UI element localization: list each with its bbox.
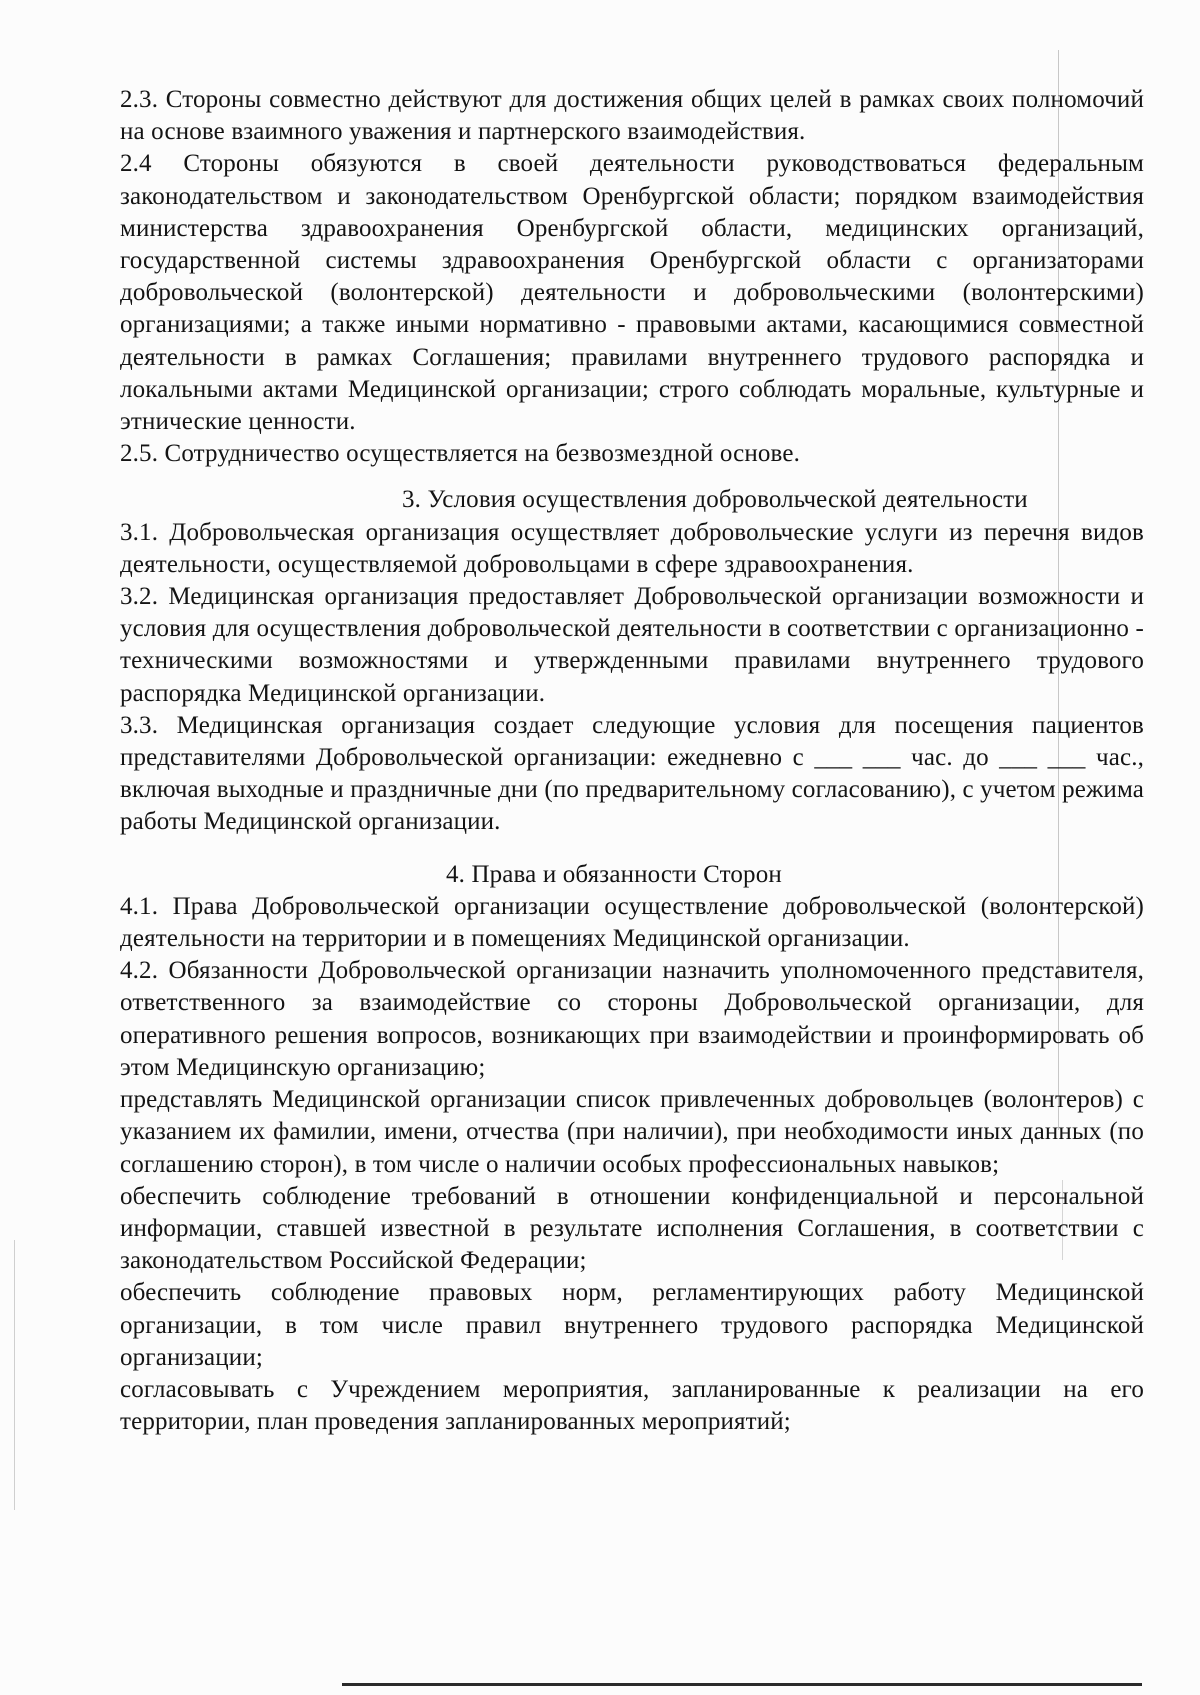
- section-4-heading: 4. Права и обязанности Сторон: [446, 860, 782, 888]
- section-3-heading: 3. Условия осуществления добровольческой деятельности: [402, 486, 1028, 514]
- scan-edge-mark: [14, 1240, 15, 1510]
- document-body: [120, 84, 1144, 1438]
- clause-2-3: 2.3. Стороны совместно действуют для достижения общих целей в рамках своих полномочий на основе взаимного уважения и партнерского взаимодействия.: [120, 86, 1144, 146]
- page-bottom-rule: [342, 1683, 1142, 1686]
- clause-3-2: 3.2. Медицинская организация предоставляет Добровольческой организации возможности и условия для осуществления добровольческой деятельности в соответствии с организационно - техническими возможностями и утвержденными правилами внутреннего трудового распорядка Медицинской организации.: [120, 583, 1144, 707]
- clause-2-5: 2.5. Сотрудничество осуществляется на безвозмездной основе.: [120, 440, 800, 468]
- clause-3-1: 3.1. Добровольческая организация осуществляет добровольческие услуги из перечня видов деятельности, осуществляемой добровольцами в сфере здравоохранения.: [120, 518, 1144, 578]
- clause-4-2: 4.2. Обязанности Добровольческой организации назначить уполномоченного представителя, ответственного за взаимодействие со стороны Добровольческой организации, для оперативного решения вопросов, возникающих при взаимодействии и проинформировать об этом Медицинскую организацию;: [120, 957, 1144, 1081]
- clause-4-2-list-item: обеспечить соблюдение требований в отношении конфиденциальной и персональной информации, ставшей известной в результате исполнения Соглашения, в соответствии с законодательством Российской Федерации;: [120, 1182, 1144, 1275]
- clause-3-3: 3.3. Медицинская организация создает следующие условия для посещения пациентов представителями Добровольческой организации: ежедневно с ___ ___ час. до ___ ___ час., включая выходные и праздничные дни (по предварительному согласованию), с учетом режима работы Медицинской организации.: [120, 711, 1144, 836]
- clause-4-2-list-item: согласовывать с Учреждением мероприятия, запланированные к реализации на его территории, план проведения запланированных мероприятий;: [120, 1375, 1144, 1436]
- clause-4-2-list-item: обеспечить соблюдение правовых норм, регламентирующих работу Медицинской организации, в том числе правил внутреннего трудового распорядка Медицинской организации;: [120, 1279, 1144, 1371]
- clause-4-1: 4.1. Права Добровольческой организации осуществление добровольческой (волонтерской) деятельности на территории и в помещениях Медицинской организации.: [120, 892, 1144, 953]
- clause-4-2-list-item: представлять Медицинской организации список привлеченных добровольцев (волонтеров) с указанием их фамилии, имени, отчества (при наличии), при необходимости иных данных (по соглашению сторон), в том числе о наличии особых профессиональных навыков;: [120, 1086, 1144, 1178]
- clause-2-4: 2.4 Стороны обязуются в своей деятельности руководствоваться федеральным законодательством и законодательством Оренбургской области; порядком взаимодействия министерства здравоохранения Оренбургской области, медицинских организаций, государственной системы здравоохранения Оренбургской области с организаторами добровольческой (волонтерской) деятельности и добровольческими (волонтерскими) организациями; а также иными нормативно - правовыми актами, касающимися совместной деятельности в рамках Соглашения; правилами внутреннего трудового распорядка и локальными актами Медицинской организации; строго соблюдать моральные, культурные и этнические ценности.: [120, 150, 1144, 436]
